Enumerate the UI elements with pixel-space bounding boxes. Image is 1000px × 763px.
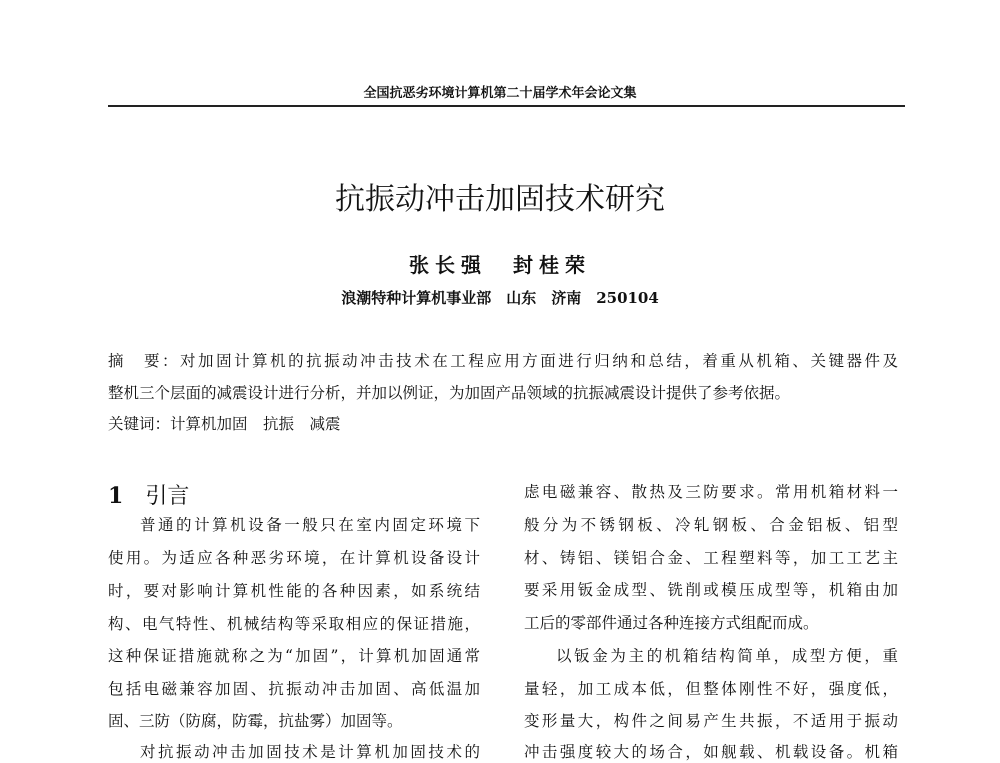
section-heading xyxy=(108,479,211,510)
body-line: 包括电磁兼容加固、抗振动冲击加固、高低温加 xyxy=(108,680,480,698)
body-line: 要采用钣金成型、铣削或模压成型等，机箱由加 xyxy=(524,581,898,599)
abstract-line: 整机三个层面的减震设计进行分析，并加以例证，为加固产品领域的抗振减震设计提供了参考依据。 xyxy=(108,384,791,402)
body-line: 这种保证措施就称之为“加固”，计算机加固通常 xyxy=(108,647,480,665)
body-line: 对抗振动冲击加固技术是计算机加固技术的 xyxy=(140,743,480,761)
affiliation: 浪潮特种计算机事业部 山东 济南 250104 xyxy=(341,289,659,307)
abstract-line: 摘 要：对加固计算机的抗振动冲击技术在工程应用方面进行归纳和总结，着重从机箱、关键器件及 xyxy=(108,352,898,370)
body-line: 变形量大，构件之间易产生共振，不适用于振动 xyxy=(524,712,898,730)
section-title: 引言 xyxy=(145,484,190,509)
body-line: 普通的计算机设备一般只在室内固定环境下 xyxy=(140,516,480,534)
section-number: 1 xyxy=(108,483,124,509)
body-line: 工后的零部件通过各种连接方式组配而成。 xyxy=(524,614,819,632)
header-rule xyxy=(108,105,905,107)
body-line: 虑电磁兼容、散热及三防要求。常用机箱材料一 xyxy=(524,483,898,501)
authors: 张长强 封桂荣 xyxy=(409,253,591,277)
body-line: 时，要对影响计算机性能的各种因素，如系统结 xyxy=(108,582,480,600)
body-line: 使用。为适应各种恶劣环境，在计算机设备设计 xyxy=(108,549,480,567)
body-line: 以钣金为主的机箱结构简单，成型方便，重 xyxy=(556,647,898,665)
paper-title: 抗振动冲击加固技术研究 xyxy=(335,182,665,217)
keywords: 关键词：计算机加固 抗振 减震 xyxy=(108,415,341,433)
body-line: 固、三防（防腐，防霉，抗盐雾）加固等。 xyxy=(108,712,403,730)
body-line: 材、铸铝、镁铝合金、工程塑料等，加工工艺主 xyxy=(524,549,898,567)
body-line: 量轻，加工成本低，但整体刚性不好，强度低， xyxy=(524,680,898,698)
body-line: 冲击强度较大的场合，如舰载、机载设备。机箱 xyxy=(524,743,898,761)
body-line: 般分为不锈钢板、冷轧钢板、合金铝板、铝型 xyxy=(524,516,898,534)
body-line: 构、电气特性、机械结构等采取相应的保证措施， xyxy=(108,615,480,633)
running-header: 全国抗恶劣环境计算机第二十届学术年会论文集 xyxy=(363,86,637,101)
